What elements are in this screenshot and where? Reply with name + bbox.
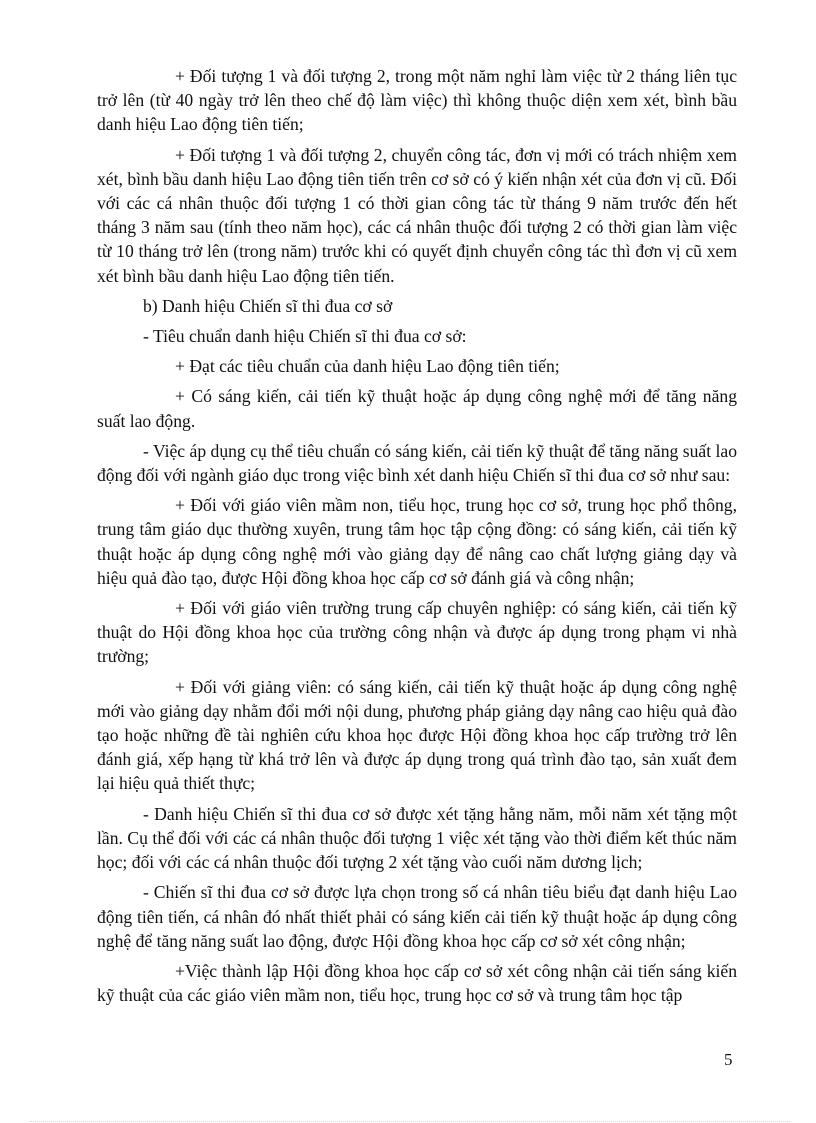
document-body <box>97 64 737 1013</box>
paragraph-school-teachers: + Đối với giáo viên mầm non, tiểu học, trung học cơ sở, trung học phổ thông, trung tâm giáo dục thường xuyên, trung tâm học tập cộng đồng: có sáng kiến, cải tiến kỹ thuật hoặc áp dụng công nghệ mới vào giảng dạy để nâng cao chất lượng giảng dạy và hiệu quả đào tạo, được Hội đồng khoa học cấp cơ sở đánh giá và công nhận; <box>97 495 737 588</box>
paragraph-transfer-rule: + Đối tượng 1 và đối tượng 2, chuyển công tác, đơn vị mới có trách nhiệm xem xét, bình bầu danh hiệu Lao động tiên tiến trên cơ sở có ý kiến nhận xét của đơn vị cũ. Đối với các cá nhân thuộc đối tượng 1 có thời gian công tác từ tháng 9 năm trước đến hết tháng 3 năm sau (tính theo năm học), các cá nhân thuộc đối tượng 2 có thời gian làm việc từ 10 tháng trở lên (trong năm) trước khi có quyết định chuyển công tác thì đơn vị cũ xem xét bình bầu danh hiệu Lao động tiên tiến. <box>97 144 737 286</box>
paragraph-lecturers: + Đối với giảng viên: có sáng kiến, cải tiến kỹ thuật hoặc áp dụng công nghệ mới vào giảng dạy nhằm đổi mới nội dung, phương pháp giảng dạy nâng cao hiệu quả đào tạo hoặc những đề tài nghiên cứu khoa học được Hội đồng khoa học cấp trường trở lên đánh giá, xếp hạng từ khá trở lên và được áp dụng trong quá trình đào tạo, sản xuất đem lại hiệu quả thiết thực; <box>97 676 737 794</box>
paragraph-criteria-intro: - Tiêu chuẩn danh hiệu Chiến sĩ thi đua cơ sở: <box>143 326 467 347</box>
paragraph-selection-rule: - Chiến sĩ thi đua cơ sở được lựa chọn trong số cá nhân tiêu biểu đạt danh hiệu Lao động tiên tiến, cá nhân đó nhất thiết phải có sáng kiến cải tiến kỹ thuật hoặc áp dụng công nghệ để tăng năng suất lao động, được Hội đồng khoa học cấp cơ sở xét công nhận; <box>97 882 737 951</box>
section-heading-b: b) Danh hiệu Chiến sĩ thi đua cơ sở <box>143 295 393 316</box>
paragraph-council-setup: +Việc thành lập Hội đồng khoa học cấp cơ sở xét công nhận cải tiến sáng kiến kỹ thuật của các giáo viên mầm non, tiểu học, trung học cơ sở và trung tâm học tập <box>97 960 737 1006</box>
paragraph-criteria-1: + Đạt các tiêu chuẩn của danh hiệu Lao động tiên tiến; <box>175 356 560 377</box>
paragraph-absence-rule: + Đối tượng 1 và đối tượng 2, trong một năm nghỉ làm việc từ 2 tháng liên tục trở lên (từ 40 ngày trở lên theo chế độ làm việc) thì không thuộc diện xem xét, bình bầu danh hiệu Lao động tiên tiến; <box>97 66 737 135</box>
page-edge-divider <box>30 1121 790 1122</box>
paragraph-criteria-2: + Có sáng kiến, cải tiến kỹ thuật hoặc áp dụng công nghệ mới để tăng năng suất lao động. <box>97 386 737 431</box>
paragraph-application-intro: - Việc áp dụng cụ thể tiêu chuẩn có sáng kiến, cải tiến kỹ thuật để tăng năng suất lao động đối với ngành giáo dục trong việc bình xét danh hiệu Chiến sĩ thi đua cơ sở như sau: <box>97 440 737 486</box>
paragraph-vocational-teachers: + Đối với giáo viên trường trung cấp chuyên nghiệp: có sáng kiến, cải tiến kỹ thuật do Hội đồng khoa học của trường công nhận và được áp dụng trong phạm vi nhà trường; <box>97 598 737 667</box>
page-number: 5 <box>724 1050 733 1069</box>
paragraph-award-timing: - Danh hiệu Chiến sĩ thi đua cơ sở được xét tặng hằng năm, mỗi năm xét tặng một lần. Cụ thể đối với các cá nhân thuộc đối tượng 1 việc xét tặng vào thời điểm kết thúc năm học; đối với các cá nhân thuộc đối tượng 2 xét tặng vào cuối năm dương lịch; <box>97 803 737 873</box>
